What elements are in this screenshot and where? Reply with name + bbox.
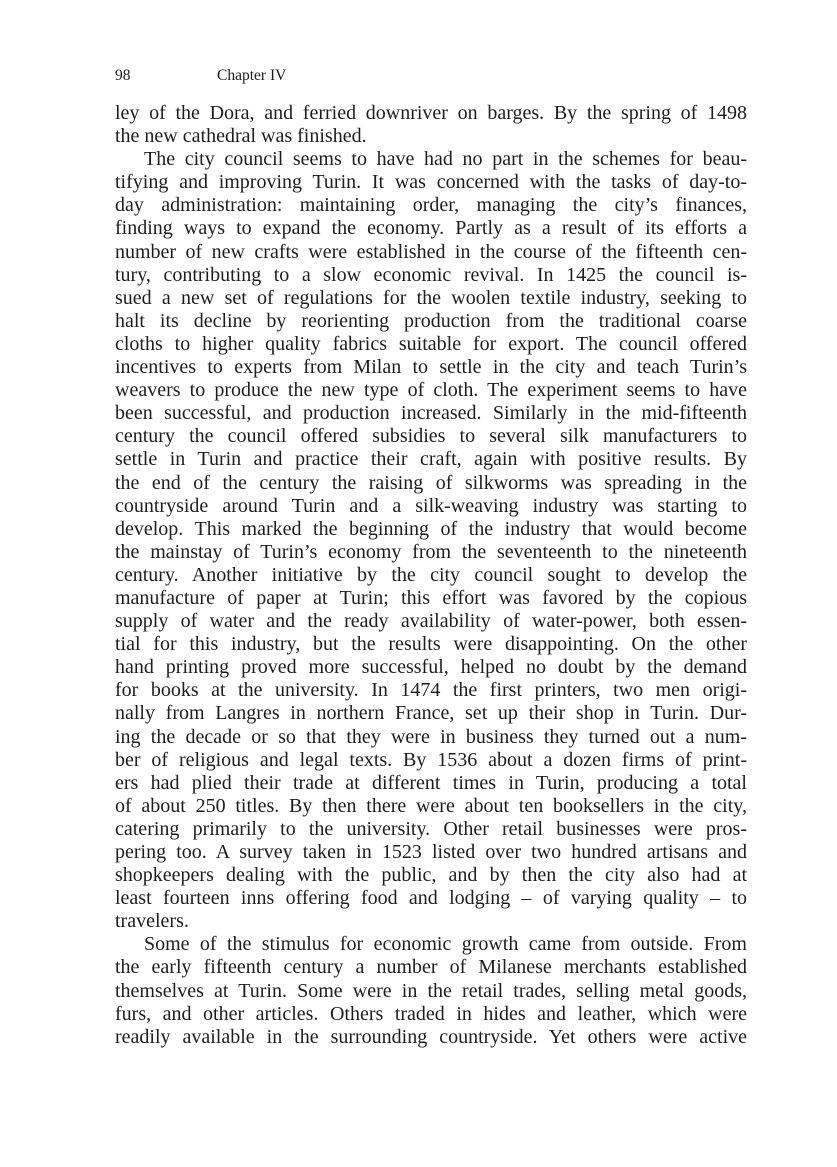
text-line: for books at the university. In 1474 the first printers, two men origi- <box>115 679 747 702</box>
text-line: nally from Langres in northern France, set up their shop in Turin. Dur- <box>115 702 747 725</box>
text-line: least fourteen inns offering food and lodging – of varying quality – to <box>115 887 747 910</box>
text-line: ing the decade or so that they were in business they turned out a num- <box>115 725 747 748</box>
text-line: ers had plied their trade at different times in Turin, producing a total <box>115 771 747 794</box>
text-line: Some of the stimulus for economic growth came from outside. From <box>144 933 747 956</box>
text-line: the new cathedral was finished. <box>115 125 367 148</box>
text-line: incentives to experts from Milan to settle in the city and teach Turin’s <box>115 356 747 379</box>
text-line: supply of water and the ready availability of water-power, both essen- <box>115 610 747 633</box>
body-text <box>115 102 747 1049</box>
text-line: day administration: maintaining order, managing the city’s finances, <box>115 194 747 217</box>
text-line: furs, and other articles. Others traded in hides and leather, which were <box>115 1002 747 1025</box>
text-line: develop. This marked the beginning of the industry that would become <box>115 517 747 540</box>
text-line: of about 250 titles. By then there were about ten booksellers in the city, <box>115 794 747 817</box>
text-line: number of new crafts were established in the course of the fifteenth cen- <box>115 240 747 263</box>
text-line: travelers. <box>115 910 189 933</box>
text-line: shopkeepers dealing with the public, and by then the city also had at <box>115 864 747 887</box>
chapter-label: Chapter IV <box>217 67 287 84</box>
text-line: themselves at Turin. Some were in the retail trades, selling metal goods, <box>115 979 747 1002</box>
text-line: The city council seems to have had no part in the schemes for beau- <box>144 148 747 171</box>
text-line: the end of the century the raising of silkworms was spreading in the <box>115 471 747 494</box>
book-page <box>115 0 747 1167</box>
page-number: 98 <box>115 67 131 84</box>
text-line: finding ways to expand the economy. Partly as a result of its efforts a <box>115 217 747 240</box>
text-line: the early fifteenth century a number of Milanese merchants established <box>115 956 747 979</box>
running-head <box>115 66 747 90</box>
text-line: cloths to higher quality fabrics suitable for export. The council offered <box>115 332 747 355</box>
text-line: catering primarily to the university. Other retail businesses were pros- <box>115 817 747 840</box>
text-line: been successful, and production increased. Similarly in the mid-fifteenth <box>115 402 747 425</box>
text-line: sued a new set of regulations for the woolen textile industry, seeking to <box>115 286 747 309</box>
text-line: century. Another initiative by the city council sought to develop the <box>115 563 747 586</box>
text-line: the mainstay of Turin’s economy from the seventeenth to the nineteenth <box>115 540 747 563</box>
text-line: weavers to produce the new type of cloth. The experiment seems to have <box>115 379 747 402</box>
text-line: tifying and improving Turin. It was concerned with the tasks of day-to- <box>115 171 747 194</box>
text-line: hand printing proved more successful, helped no doubt by the demand <box>115 656 747 679</box>
text-line: halt its decline by reorienting production from the traditional coarse <box>115 309 747 332</box>
text-line: tial for this industry, but the results were disappointing. On the other <box>115 633 747 656</box>
text-line: settle in Turin and practice their craft, again with positive results. By <box>115 448 747 471</box>
text-line: century the council offered subsidies to several silk manufacturers to <box>115 425 747 448</box>
text-line: readily available in the surrounding countryside. Yet others were active <box>115 1025 747 1048</box>
text-line: manufacture of paper at Turin; this effort was favored by the copious <box>115 586 747 609</box>
text-line: countryside around Turin and a silk-weaving industry was starting to <box>115 494 747 517</box>
text-line: pering too. A survey taken in 1523 listed over two hundred artisans and <box>115 841 747 863</box>
text-line: tury, contributing to a slow economic revival. In 1425 the council is- <box>115 263 747 286</box>
text-line: ber of religious and legal texts. By 1536 about a dozen firms of print- <box>115 748 747 771</box>
text-line: ley of the Dora, and ferried downriver on barges. By the spring of 1498 <box>115 102 747 124</box>
